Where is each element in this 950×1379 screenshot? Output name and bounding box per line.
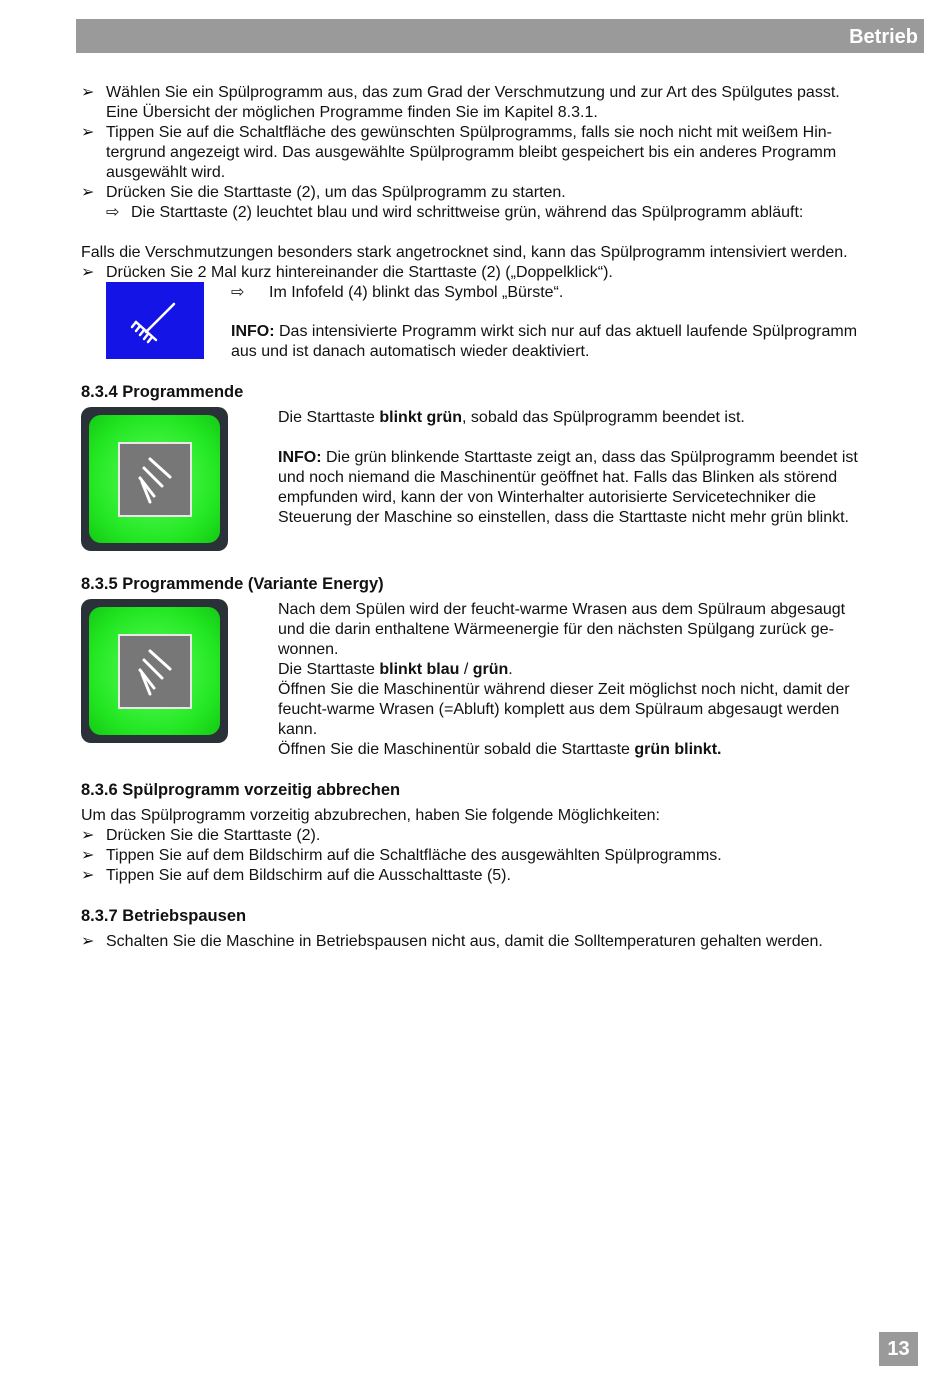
brush-icon [106,282,204,359]
text-line: und die darin enthaltene Wärmeenergie für den nächsten Spülgang zurück ge- [278,621,834,638]
paragraph: Um das Spülprogramm vorzeitig abzubrechen, haben Sie folgende Möglichkeiten: [81,807,660,824]
info-text: aus und ist danach automatisch wieder deaktiviert. [231,343,590,360]
text-line: Tippen Sie auf dem Bildschirm auf die Schaltfläche des ausgewählten Spülprogramms. [106,847,722,864]
info-line [278,448,858,468]
text-line: Im Infofeld (4) blinkt das Symbol „Bürste“. [269,284,564,301]
text-span: Die Starttaste [278,661,380,678]
text-line [278,660,513,680]
text-line: tergrund angezeigt wird. Das ausgewählte Spülprogramm bleibt gespeichert bis ein anderes Programm [106,144,837,161]
info-label: INFO: [231,323,275,340]
info-line [231,322,857,342]
text-line: kann. [278,721,318,738]
text-line: Drücken Sie die Starttaste (2), um das Spülprogramm zu starten. [106,184,566,201]
page-number: 13 [879,1332,918,1366]
section-heading: 8.3.7 Betriebspausen [81,907,247,925]
bullet-icon: ➢ [81,264,95,281]
info-text: und noch niemand die Maschinentür geöffnet hat. Falls das Blinken als störend [278,469,838,486]
info-label: INFO: [278,449,322,466]
start-button-green-image [81,599,228,743]
text-span: , sobald das Spülprogramm beendet ist. [462,409,745,426]
section-heading: 8.3.4 Programmende [81,383,244,401]
bullet-icon: ➢ [81,184,95,201]
text-line: wonnen. [278,641,339,658]
spray-arm-icon [120,636,190,707]
text-span: Die Starttaste [278,409,380,426]
bullet-icon: ➢ [81,84,95,101]
brush-symbol-image [106,282,204,359]
section-heading: 8.3.6 Spülprogramm vorzeitig abbrechen [81,781,401,799]
text-line: Nach dem Spülen wird der feucht-warme Wrasen aus dem Spülraum abgesaugt [278,601,846,618]
section-heading: 8.3.5 Programmende (Variante Energy) [81,575,384,593]
text-line: Tippen Sie auf die Schaltfläche des gewünschten Spülprogramms, falls sie noch nicht mit weißem Hin- [106,124,832,141]
bullet-icon: ➢ [81,867,95,884]
text-span: . [508,661,513,678]
result-arrow-icon: ⇨ [231,284,245,301]
text-line: Eine Übersicht der möglichen Programme finden Sie im Kapitel 8.3.1. [106,104,598,121]
info-text: Das intensivierte Programm wirkt sich nur auf das aktuell laufende Spülprogramm [274,323,858,340]
text-line: Drücken Sie die Starttaste (2). [106,827,321,844]
bullet-icon: ➢ [81,933,95,950]
page-section-title: Betrieb [849,26,918,48]
bullet-icon: ➢ [81,124,95,141]
text-line: ausgewählt wird. [106,164,226,181]
text-line: Öffnen Sie die Maschinentür während dieser Zeit möglichst noch nicht, damit der [278,681,850,698]
text-line [278,740,721,760]
text-bold: grün blinkt. [634,741,722,758]
text-line: Drücken Sie 2 Mal kurz hintereinander die Starttaste (2) („Doppelklick“). [106,264,613,281]
bullet-icon: ➢ [81,847,95,864]
text-line: Tippen Sie auf dem Bildschirm auf die Ausschalttaste (5). [106,867,511,884]
text-line: Schalten Sie die Maschine in Betriebspausen nicht aus, damit die Solltemperaturen gehalten werden. [106,933,823,950]
info-text: Die grün blinkende Starttaste zeigt an, dass das Spülprogramm beendet ist [321,449,858,466]
text-line [278,408,745,428]
text-span: / [459,661,473,678]
text-line: feucht-warme Wrasen (=Abluft) komplett aus dem Spülraum abgesaugt werden [278,701,840,718]
text-line: Die Starttaste (2) leuchtet blau und wird schrittweise grün, während das Spülprogramm abläuft: [131,204,804,221]
text-bold: blinkt grün [379,409,463,426]
text-span: Öffnen Sie die Maschinentür sobald die Starttaste [278,741,635,758]
paragraph: Falls die Verschmutzungen besonders stark angetrocknet sind, kann das Spülprogramm intensiviert werden. [81,244,848,261]
bullet-icon: ➢ [81,827,95,844]
info-text: empfunden wird, kann der von Winterhalter autorisierte Servicetechniker die [278,489,817,506]
text-bold: grün [472,661,509,678]
start-button-face [118,634,192,709]
result-arrow-icon: ⇨ [106,204,120,221]
start-button-face [118,442,192,517]
text-bold: blinkt blau [379,661,460,678]
info-text: Steuerung der Maschine so einstellen, dass die Starttaste nicht mehr grün blinkt. [278,509,849,526]
text-line: Wählen Sie ein Spülprogramm aus, das zum Grad der Verschmutzung und zur Art des Spülgutes passt. [106,84,840,101]
header-bar [76,19,924,53]
spray-arm-icon [120,444,190,515]
start-button-green-image [81,407,228,551]
